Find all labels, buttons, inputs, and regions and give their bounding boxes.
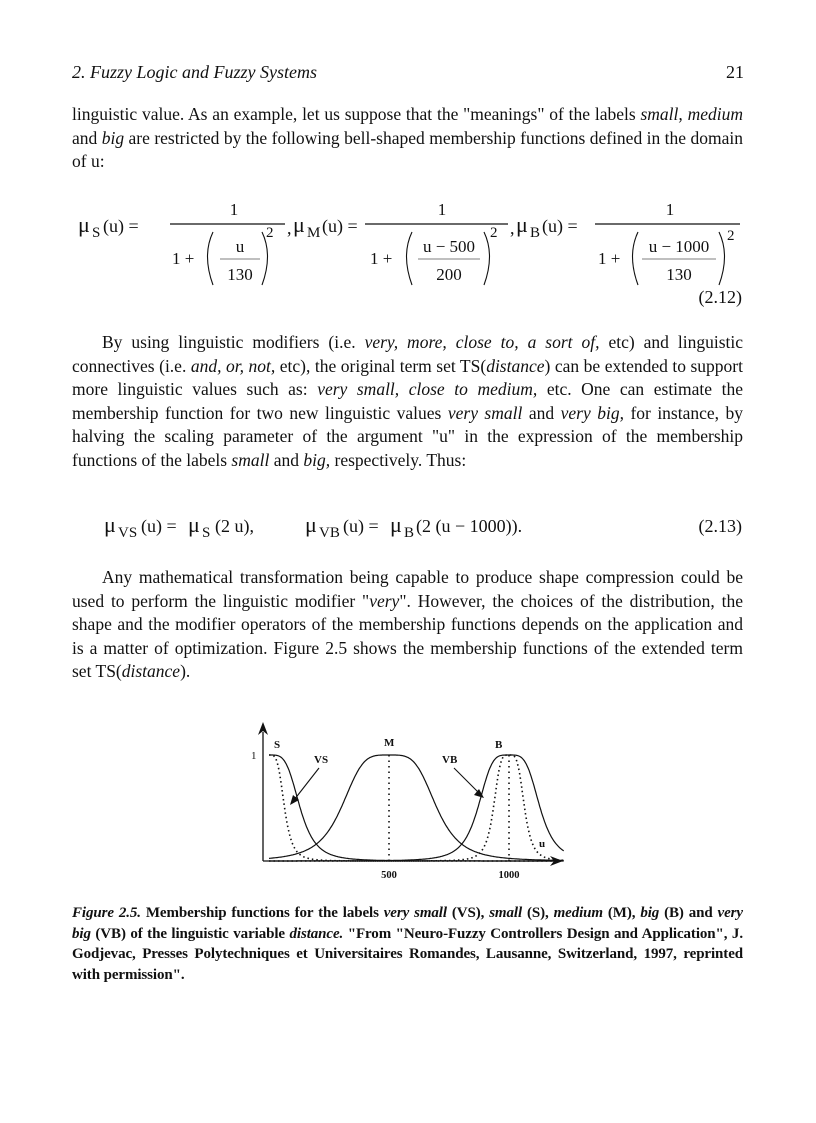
term-small: small, (640, 104, 683, 124)
series-m-curve (269, 755, 564, 860)
text: Membership functions for the labels (145, 905, 379, 921)
x-axis-label: u (539, 838, 546, 850)
term-distance: distance (486, 355, 545, 376)
eq-arg: (u) = (141, 516, 177, 536)
text: (S), (526, 905, 549, 921)
text: respectively. Thus: (334, 449, 467, 470)
subscript-s: S (202, 525, 211, 541)
subscript-b: B (530, 225, 541, 241)
term-very: very (369, 590, 400, 611)
caption-label: Figure 2.5. (72, 905, 141, 921)
text: "From "Neuro-Fuzzy Controllers Design and Application", J. Godjevac, Presses Polytechniques et Universitaires Romandes, Lausanne, Switzerland, 1997, reprinted with permission". (72, 925, 743, 983)
term-very-small: very small (447, 402, 523, 423)
text: etc. One can estimate the membership function for two new linguistic values (72, 379, 743, 423)
mu-symbol: μ (305, 512, 317, 537)
term: very big (72, 905, 743, 942)
text: By using linguistic modifiers (i.e. (102, 332, 356, 352)
text: (VB) of the linguistic variable (95, 925, 285, 942)
x-tick-1000: 1000 (498, 870, 520, 881)
text: linguistic value. As an example, let us suppose that the "meanings" of the labels (72, 104, 636, 124)
numerator: 1 (665, 200, 675, 219)
inner-num: u − 1000 (648, 237, 710, 256)
equation-2-13 (0, 0, 816, 560)
x-tick-500: 500 (381, 870, 397, 881)
eq-arg: (u) = (322, 216, 358, 236)
eq-arg: (2 u), (215, 516, 254, 536)
term-big: big (101, 127, 125, 148)
inner-den: 130 (227, 265, 253, 284)
arrowhead-vs (290, 795, 299, 805)
figure-membership-functions (236, 716, 566, 896)
text: ). (180, 661, 191, 681)
term: very small (383, 905, 447, 921)
paragraph-3 (72, 566, 743, 684)
one-plus: 1 + (370, 249, 393, 268)
comma: , (287, 218, 292, 238)
curves-group (269, 755, 564, 861)
mu-symbol: μ (78, 212, 90, 237)
series-vs-curve (269, 755, 564, 861)
text: and (273, 449, 299, 470)
label-b: B (495, 739, 503, 751)
text: (VS), (451, 905, 485, 921)
term-distance: distance (121, 661, 181, 681)
inner-num: u − 500 (422, 237, 476, 256)
text: Any mathematical transformation being capable to produce shape compression could be used to perform the linguistic modifier " (72, 567, 743, 611)
subscript-vb: VB (319, 525, 340, 541)
term: small (489, 905, 523, 921)
text: etc) and linguistic connectives (i.e. (72, 332, 744, 376)
series-b-curve (269, 755, 564, 861)
series-s-curve (269, 755, 564, 861)
inner-num: u (235, 237, 245, 256)
text: for instance, by halving the scaling parameter of the argument "u" in the expression of the membership functions of the labels (72, 402, 744, 470)
eq-arg: (u) = (542, 216, 578, 236)
inner-den: 200 (436, 265, 462, 284)
modifiers: very, more, close to, a sort of, (364, 332, 600, 352)
term: big (640, 905, 660, 921)
eq-arg: (2 (u − 1000)). (416, 516, 523, 536)
text: and (72, 127, 98, 148)
mu-symbol: μ (188, 512, 200, 537)
label-vb: VB (442, 754, 458, 766)
exponent: 2 (266, 225, 274, 241)
arrow-vs (294, 768, 319, 800)
mu-symbol: μ (390, 512, 402, 537)
term: distance. (289, 925, 344, 942)
inner-den: 130 (666, 265, 692, 284)
mu-symbol: μ (293, 212, 305, 237)
exponent: 2 (490, 225, 498, 241)
text: ". However, the choices of the distribution, the shape and the modifier operators of the membership functions depends on the application and is a matter of optimization. Figure 2.5 shows the membership functions of the extended term set TS( (72, 590, 743, 681)
label-m: M (384, 737, 395, 749)
terms: very small, close to medium, (317, 379, 538, 399)
connectives: and, or, not, (190, 355, 276, 376)
equation-number: (2.12) (698, 287, 742, 307)
numerator: 1 (437, 200, 447, 219)
one-plus: 1 + (598, 249, 621, 268)
equation-number: (2.13) (698, 516, 742, 536)
eq-arg: (u) = (103, 216, 139, 236)
one-plus: 1 + (172, 249, 195, 268)
text: ) can be extended to support more linguistic values such as: (72, 355, 743, 399)
series-vb-curve (269, 755, 564, 861)
text: (M), (607, 905, 636, 921)
subscript-s: S (92, 225, 101, 241)
exponent: 2 (727, 228, 735, 244)
term-small: small (231, 449, 270, 470)
mu-symbol: μ (516, 212, 528, 237)
label-s: S (274, 739, 281, 751)
text: and (528, 402, 555, 423)
text: are restricted by the following bell-shaped membership functions defined in the domain of u: (72, 127, 743, 171)
subscript-vs: VS (118, 525, 138, 541)
running-title: 2. Fuzzy Logic and Fuzzy Systems (72, 62, 317, 82)
mu-symbol: μ (104, 512, 116, 537)
comma: , (510, 218, 515, 238)
arrow-vb (454, 768, 479, 793)
text: etc), the original term set TS( (279, 355, 487, 376)
numerator: 1 (229, 200, 239, 219)
term: medium (553, 905, 603, 921)
text: (B) and (664, 905, 713, 921)
page-number: 21 (726, 62, 744, 82)
figure-caption (72, 903, 743, 985)
eq-arg: (u) = (343, 516, 379, 536)
subscript-m: M (307, 225, 321, 241)
subscript-b: B (404, 525, 415, 541)
label-vs: VS (314, 754, 329, 766)
term-medium: medium (687, 104, 744, 124)
term-very-big: very big, (560, 402, 624, 423)
y-tick-1: 1 (251, 750, 257, 762)
term-big: big, (303, 449, 331, 470)
